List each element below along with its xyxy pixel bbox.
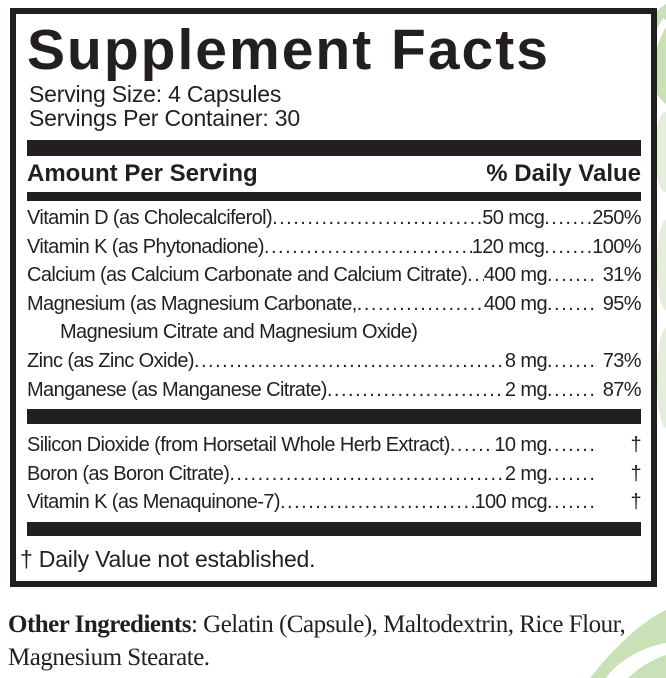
nutrient-row <box>27 460 641 489</box>
dot-leader <box>544 233 592 262</box>
serving-size: Serving Size: 4 Capsules <box>29 81 282 107</box>
other-ingredients <box>8 608 663 674</box>
nutrient-amount: 8 mg <box>504 349 547 372</box>
nutrient-name: Vitamin K (as Phytonadione) <box>27 235 264 258</box>
nutrient-rows-secondary <box>27 428 641 517</box>
servings-per-container: Servings Per Container: 30 <box>29 104 300 131</box>
divider-bar-under-header <box>27 192 641 201</box>
nutrient-amount: 400 mg <box>483 292 547 315</box>
nutrient-name: Magnesium (as Magnesium Carbonate, <box>27 292 357 315</box>
panel-title: Supplement Facts <box>27 18 550 82</box>
column-header-row <box>27 156 641 192</box>
amount-per-serving-header: Amount Per Serving <box>27 160 258 187</box>
nutrient-row <box>27 233 641 262</box>
dot-leader <box>264 233 472 262</box>
nutrient-amount: 2 mg <box>504 378 547 401</box>
nutrient-daily-value: † <box>630 462 641 485</box>
nutrient-row-continuation <box>27 318 641 347</box>
divider-bar-middle <box>27 409 641 424</box>
dot-leader <box>547 460 595 489</box>
nutrient-name: Magnesium Citrate and Magnesium Oxide) <box>60 321 418 344</box>
nutrient-name: Manganese (as Manganese Citrate) <box>27 378 327 401</box>
nutrient-amount: 10 mg <box>494 434 547 457</box>
nutrient-daily-value: 31% <box>602 264 641 287</box>
dot-leader <box>280 488 475 517</box>
other-ingredients-text: : Gelatin (Capsule), Maltodextrin, Rice Flour, Magnesium Stearate. <box>8 611 626 671</box>
dot-leader <box>194 347 505 376</box>
nutrient-amount: 50 mcg <box>482 207 545 229</box>
nutrient-amount: 100 mcg <box>474 491 547 514</box>
other-ingredients-label: Other Ingredients <box>8 611 191 638</box>
divider-bar-thick-top <box>27 140 641 156</box>
nutrient-row <box>27 290 641 319</box>
footnote: † Daily Value not established. <box>20 545 316 572</box>
nutrient-daily-value: † <box>630 491 641 514</box>
nutrient-name: Calcium (as Calcium Carbonate and Calcium Citrate) <box>27 264 468 287</box>
divider-bar-bottom <box>27 522 641 536</box>
dot-leader <box>544 204 592 233</box>
nutrient-row <box>27 431 641 460</box>
dot-leader <box>357 290 484 319</box>
dot-leader <box>450 431 495 460</box>
nutrient-daily-value: 73% <box>602 349 641 372</box>
dot-leader <box>229 460 505 489</box>
leaf-sliver-2-icon <box>657 220 666 310</box>
dot-leader <box>547 488 595 517</box>
nutrient-daily-value: 100% <box>592 235 641 258</box>
nutrient-rows-main <box>27 201 641 404</box>
nutrient-name: Boron (as Boron Citrate) <box>27 462 230 485</box>
dot-leader <box>547 347 595 376</box>
nutrient-daily-value: 250% <box>592 207 641 229</box>
dot-leader <box>467 261 484 290</box>
supplement-facts-panel <box>10 8 657 587</box>
dot-leader <box>272 204 482 233</box>
nutrient-row <box>27 347 641 376</box>
nutrient-row <box>27 204 641 233</box>
nutrient-row <box>27 261 641 290</box>
nutrient-name: Vitamin D (as Cholecalciferol) <box>27 207 273 229</box>
dot-leader <box>327 376 505 405</box>
dot-leader <box>547 376 595 405</box>
nutrient-daily-value: 95% <box>602 292 641 315</box>
daily-value-header: % Daily Value <box>486 160 641 187</box>
dot-leader <box>547 290 595 319</box>
nutrient-name: Silicon Dioxide (from Horsetail Whole Herb Extract) <box>27 434 450 457</box>
nutrient-row <box>27 488 641 517</box>
nutrient-amount: 120 mcg <box>471 235 545 258</box>
leaf-sliver-3-icon <box>657 328 666 428</box>
nutrient-daily-value: † <box>630 434 641 457</box>
dot-leader <box>547 431 595 460</box>
nutrient-amount: 2 mg <box>504 462 547 485</box>
nutrient-name: Vitamin K (as Menaquinone-7) <box>27 491 280 514</box>
nutrient-daily-value: 87% <box>602 378 641 401</box>
nutrient-amount: 400 mg <box>483 264 547 287</box>
dot-leader <box>547 261 595 290</box>
nutrient-row <box>27 376 641 405</box>
nutrient-name: Zinc (as Zinc Oxide) <box>27 349 194 372</box>
